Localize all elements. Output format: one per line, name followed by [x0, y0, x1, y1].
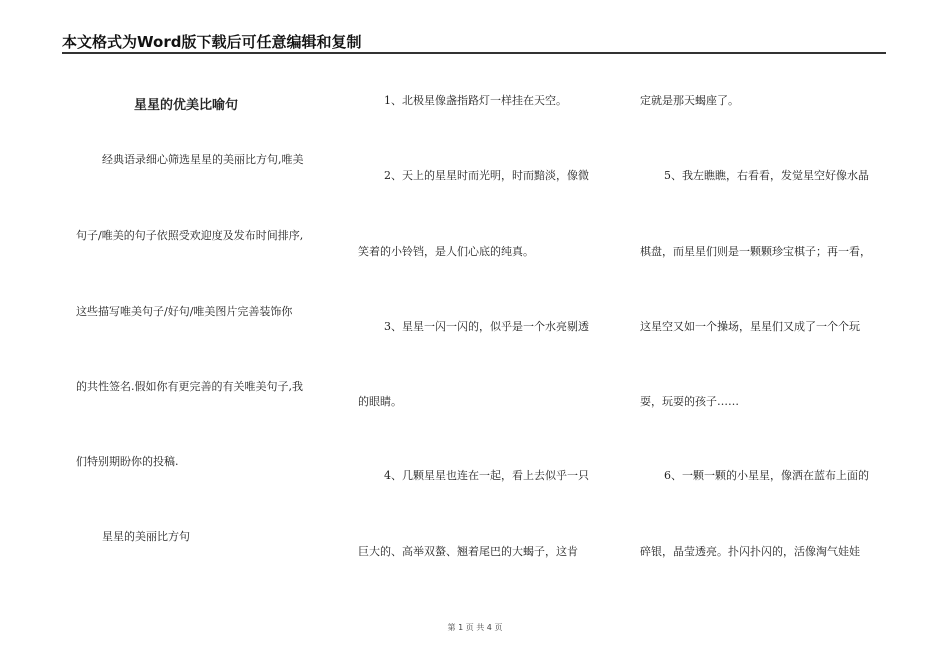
document-title: 星星的优美比喻句 [134, 98, 239, 113]
col2-line: 笑着的小铃铛，是人们心底的纯真。 [358, 245, 534, 258]
col1-line: 这些描写唯美句子/好句/唯美图片完善装饰你 [76, 305, 293, 318]
col1-line: 经典语录细心筛选星星的美丽比方句,唯美 [102, 153, 304, 166]
col3-line: 耍，玩耍的孩子…… [640, 395, 739, 408]
header-divider [62, 52, 886, 54]
col3-line: 5、我左瞧瞧，右看看，发觉星空好像水晶 [664, 169, 869, 182]
col3-line: 棋盘，而星星们则是一颗颗珍宝棋子；再一看， [640, 245, 871, 258]
col1-line: 的共性签名.假如你有更完善的有关唯美句子,我 [76, 380, 303, 393]
col2-line: 1、北极星像盏指路灯一样挂在天空。 [384, 94, 567, 107]
col3-line: 定就是那天蝎座了。 [640, 94, 739, 107]
col2-line: 2、天上的星星时而光明，时而黯淡，像微 [384, 169, 589, 182]
col1-line: 星星的美丽比方句 [102, 530, 190, 543]
col3-line: 碎银，晶莹透亮。扑闪扑闪的，活像淘气娃娃 [640, 545, 860, 558]
col2-line: 3、星星一闪一闪的，似乎是一个水亮剔透 [384, 320, 589, 333]
col3-line: 6、一颗一颗的小星星，像洒在蓝布上面的 [664, 469, 869, 482]
col2-line: 4、几颗星星也连在一起，看上去似乎一只 [384, 469, 589, 482]
col2-line: 巨大的、高举双螯、翘着尾巴的大蝎子，这肯 [358, 545, 578, 558]
col1-line: 们特别期盼你的投稿. [76, 455, 179, 468]
document-header: 本文格式为Word版下载后可任意编辑和复制 [62, 33, 362, 51]
col2-line: 的眼睛。 [358, 395, 402, 408]
page-number: 第 1 页 共 4 页 [447, 623, 503, 632]
col1-line: 句子/唯美的句子依照受欢迎度及发布时间排序, [76, 229, 304, 242]
col3-line: 这星空又如一个操场，星星们又成了一个个玩 [640, 320, 860, 333]
